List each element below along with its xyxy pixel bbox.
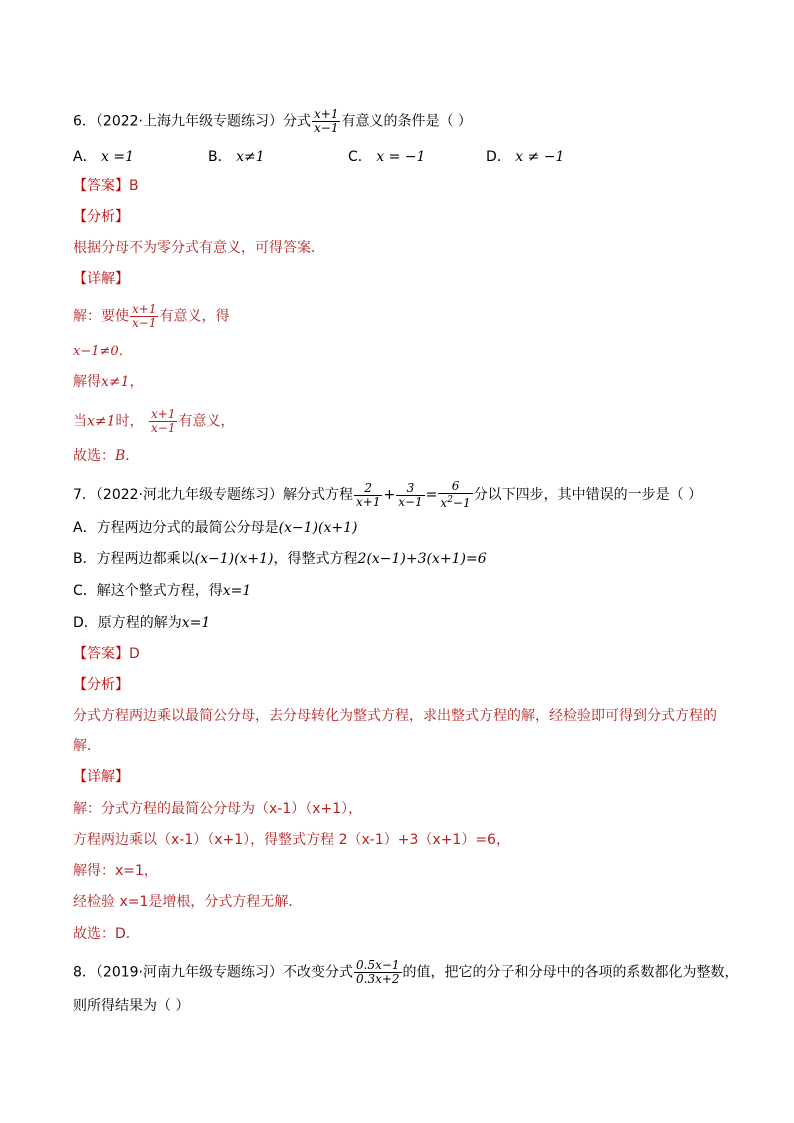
q6-option-b: B． x≠1 <box>208 149 265 165</box>
q7-detail-heading: 【详解】 <box>73 769 129 785</box>
q7-option-c: C．解这个整式方程，得x=1 <box>73 583 252 599</box>
q8-stem: 8．（2019·河南九年级专题练习）不改变分式 $\frac{0.5x-1}{0.3x+2}$ 的值，把它的分子和分母中的各项的系数都化为整数， <box>73 958 739 986</box>
q6-detail-line-4: 当x≠1时， $\frac{x+1}{x-1}$ 有意义， <box>73 407 235 435</box>
q7-analysis-heading: 【分析】 <box>73 677 129 693</box>
q7-detail-line-2: 方程两边乘以（x-1）（x+1），得整式方程 2（x-1）+3（x+1）=6， <box>73 832 510 848</box>
q7-detail-line-4: 经检验 x=1是增根，分式方程无解． <box>73 894 303 910</box>
q7-conclusion: 故选：D． <box>73 926 140 942</box>
q6-detail-line-3: 解得x≠1， <box>73 374 144 390</box>
q6-stem: 6．（2022·上海九年级专题练习）分式 $\frac{x+1}{x-1}$ 有意义的条件是（ ） <box>73 107 472 135</box>
q7-detail-line-3: 解得：x=1， <box>73 863 158 879</box>
q8-fraction: $\frac{0.5x-1}{0.3x+2}$ <box>356 958 400 986</box>
q6-fraction: $\frac{x+1}{x-1}$ <box>314 107 339 135</box>
q6-answer: 【答案】B <box>73 178 139 194</box>
q7-analysis-line-2: 解． <box>73 738 101 754</box>
q6-option-a: A． x =1 <box>73 149 135 165</box>
q6-detail-line-1: 解：要使 $\frac{x+1}{x-1}$ 有意义，得 <box>73 302 230 330</box>
q7-analysis-line-1: 分式方程两边乘以最简公分母，去分母转化为整式方程，求出整式方程的解，经检验即可得到分式方程的 <box>73 708 717 724</box>
q7-option-d: D．原方程的解为x=1 <box>73 615 211 631</box>
q7-fraction-3: $\frac{6}{x^2-1}$ <box>440 479 471 510</box>
q7-answer: 【答案】D <box>73 646 140 662</box>
q6-detail-fraction-2: $\frac{x+1}{x-1}$ <box>151 407 176 435</box>
q7-fraction-1: $\frac{2}{x+1}$ <box>356 480 381 509</box>
q6-detail-line-2: x−1≠0． <box>73 344 132 359</box>
q7-option-b: B．方程两边都乘以(x−1)(x+1)，得整式方程2(x−1)+3(x+1)=6 <box>73 551 487 567</box>
q6-conclusion: 故选：B． <box>73 448 140 464</box>
q6-detail-heading: 【详解】 <box>73 271 129 287</box>
q7-option-a: A．方程两边分式的最简公分母是(x−1)(x+1) <box>73 520 358 536</box>
q6-analysis-text: 根据分母不为零分式有意义，可得答案． <box>73 240 325 256</box>
q7-fraction-2: $\frac{3}{x-1}$ <box>398 480 423 509</box>
q6-detail-fraction: $\frac{x+1}{x-1}$ <box>132 302 157 330</box>
q6-analysis-heading: 【分析】 <box>73 209 129 225</box>
q7-stem: 7．（2022·河北九年级专题练习）解分式方程 $\frac{2}{x+1}$ + $\frac{3}{x-1}$ = $\frac{6}{x^2-1}$ 分以下四步，其中错误的一步是（ ） <box>73 479 703 510</box>
q6-option-d: D． x ≠ −1 <box>486 149 565 165</box>
q7-detail-line-1: 解：分式方程的最简公分母为（x-1）（x+1）， <box>73 801 363 817</box>
q6-option-c: C． x = −1 <box>348 149 426 165</box>
q8-stem-line-2: 则所得结果为（ ） <box>73 998 190 1014</box>
